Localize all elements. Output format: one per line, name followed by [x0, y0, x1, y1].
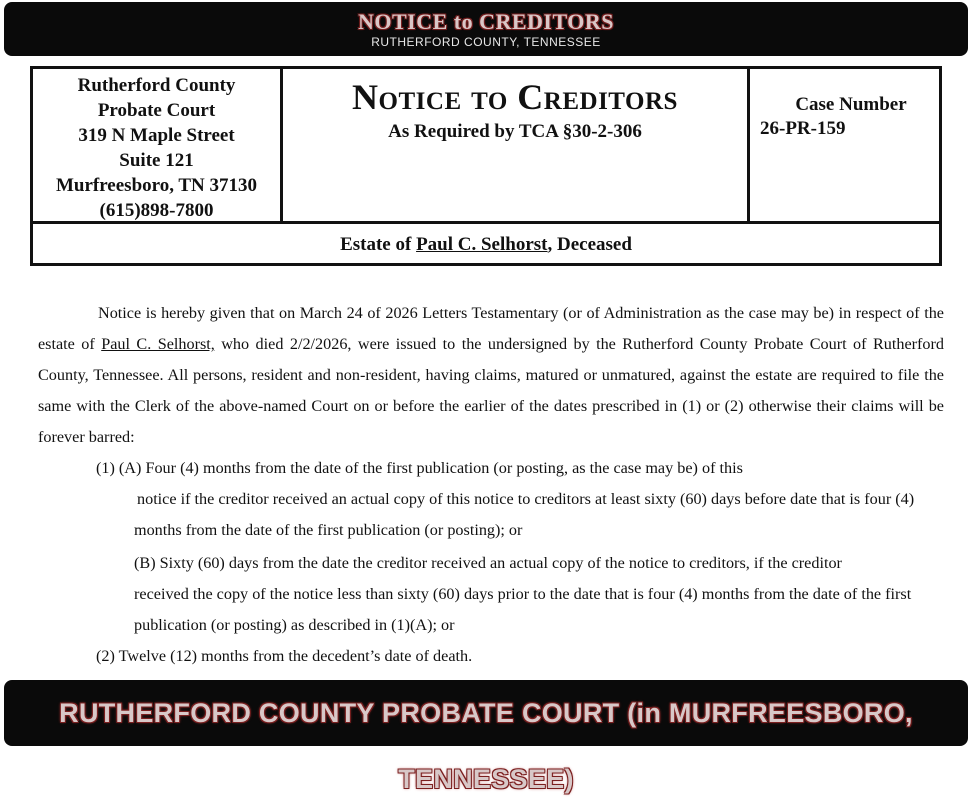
item1-a-line3: months from the date of the first publication (or posting); or — [134, 521, 523, 539]
item1-a-line1: (1) (A) Four (4) months from the date of the first publication (or posting, as the case may be) of this — [96, 459, 743, 477]
banner-title: NOTICE to CREDITORS — [357, 9, 615, 34]
paragraph-text-start: Notice is hereby given that on March 24 of 2026 Letters Testamentary (or of Administration as the case may be) in respect of the estate of — [38, 304, 944, 353]
case-number-value: 26-PR-159 — [760, 118, 846, 139]
top-banner — [4, 2, 968, 56]
estate-line — [33, 221, 939, 266]
item1-b-line1: (B) Sixty (60) days from the date the creditor received an actual copy of the notice to creditors, if the creditor — [134, 554, 842, 572]
item2-line: (2) Twelve (12) months from the decedent’s date of death. — [96, 647, 473, 665]
court-street: 319 N Maple Street — [78, 125, 235, 146]
bottom-banner — [4, 680, 968, 794]
court-address-block — [33, 69, 283, 221]
notice-title-block — [283, 69, 750, 221]
court-city: Murfreesboro, TN 37130 — [55, 175, 258, 196]
notice-statute: As Required by TCA §30-2-306 — [388, 121, 642, 142]
notice-header-box — [30, 66, 942, 266]
notice-paragraph — [38, 298, 944, 453]
footer-title: RUTHERFORD COUNTY PROBATE COURT (in MURFREESBORO, TENNESSEE) — [59, 698, 913, 794]
paragraph-decedent-name: Paul C. Selhorst, — [101, 335, 215, 353]
court-suite: Suite 121 — [119, 150, 194, 171]
court-phone: (615)898-7800 — [99, 200, 214, 221]
case-number-label: Case Number — [795, 94, 907, 115]
case-number-block — [750, 69, 942, 221]
decedent-name: Paul C. Selhorst — [416, 234, 548, 255]
notice-body — [38, 298, 944, 453]
item1-a-line2: notice if the creditor received an actual copy of this notice to creditors at least sixty (60) days before date that is four (4) — [137, 490, 915, 508]
court-name-line1: Rutherford County — [77, 75, 236, 96]
item1-b-line3: publication (or posting) as described in (1)(A); or — [134, 616, 455, 634]
banner-subtitle: RUTHERFORD COUNTY, TENNESSEE — [371, 35, 601, 49]
court-name-line2: Probate Court — [97, 100, 216, 121]
notice-title: Notice to Creditors — [352, 77, 678, 117]
paragraph-text-end: who died 2/2/2026, were issued to the undersigned by the Rutherford County Probate Court of Rutherford County, Tennessee. All persons, resident and non-resident, having claims, matured or unmatured, against the estate are required to file the same with the Clerk of the above-named Court on or before the earlier of the dates prescribed in (1) or (2) otherwise their claims will be forever barred: — [38, 335, 944, 446]
estate-suffix: , Deceased — [547, 234, 632, 255]
item1-b-line2: received the copy of the notice less than sixty (60) days prior to the date that is four (4) months from the date of the first — [134, 585, 912, 603]
estate-prefix: Estate of — [340, 234, 417, 255]
